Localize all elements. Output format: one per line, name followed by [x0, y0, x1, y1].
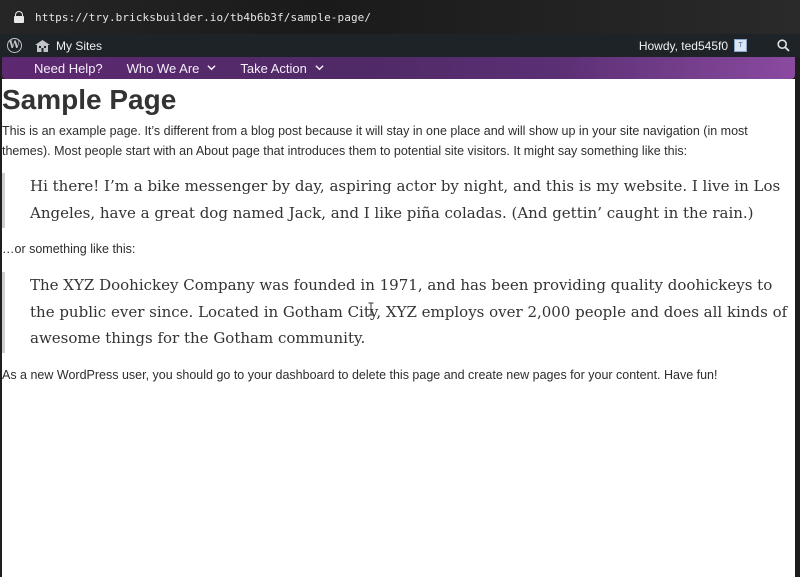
chevron-down-icon [207, 63, 216, 72]
page-title: Sample Page [2, 84, 177, 115]
closing-paragraph: As a new WordPress user, you should go to your dashboard to delete this page and create new pages for your content. Have fun! [2, 368, 718, 382]
intro-paragraph: This is an example page. It’s different from a blog post because it will stay in one place and will show up in your site navigation (in most themes). Most people start with an About page that introduces them to potential site visitors. It might say something like this: [2, 124, 748, 158]
url-text[interactable]: https://try.bricksbuilder.io/tb4b6b3f/sample-page/ [35, 10, 372, 24]
avatar: T [734, 39, 747, 52]
nav-item-label: Take Action [240, 60, 307, 76]
blockquote-bike-messenger: Hi there! I’m a bike messenger by day, aspiring actor by night, and this is my website. I live in Los Angeles, have a great dog named Jack, and I like piña coladas. (And gettin’ caught in the rain.) [2, 173, 792, 228]
nav-item-label: Who We Are [126, 60, 200, 76]
nav-item-take-action[interactable] [240, 61, 324, 76]
my-sites-menu[interactable] [35, 39, 102, 53]
transition-paragraph: …or something like this: [2, 242, 136, 256]
user-account-menu[interactable] [639, 34, 747, 57]
text-cursor-icon [368, 302, 374, 316]
lock-icon [14, 11, 24, 23]
site-navigation [2, 57, 795, 79]
search-icon[interactable] [777, 39, 790, 52]
howdy-label: Howdy, ted545f0 [638, 38, 728, 53]
nav-item-who-we-are[interactable] [127, 61, 217, 76]
page-content [2, 79, 795, 577]
wordpress-icon[interactable]: W [8, 40, 21, 51]
wp-admin-bar [0, 34, 800, 57]
blockquote-xyz-company: The XYZ Doohickey Company was founded in 1971, and has been providing quality doohickeys to the public ever since. Located in Gotham City, XYZ employs over 2,000 people and does all kinds of awesome things for the Gotham community. [2, 272, 792, 353]
nav-item-need-help[interactable] [34, 61, 103, 76]
chevron-down-icon [315, 63, 324, 72]
browser-url-bar[interactable] [0, 0, 800, 34]
nav-item-label: Need Help? [34, 60, 103, 76]
my-sites-label: My Sites [56, 38, 103, 53]
my-sites-icon [35, 40, 50, 52]
